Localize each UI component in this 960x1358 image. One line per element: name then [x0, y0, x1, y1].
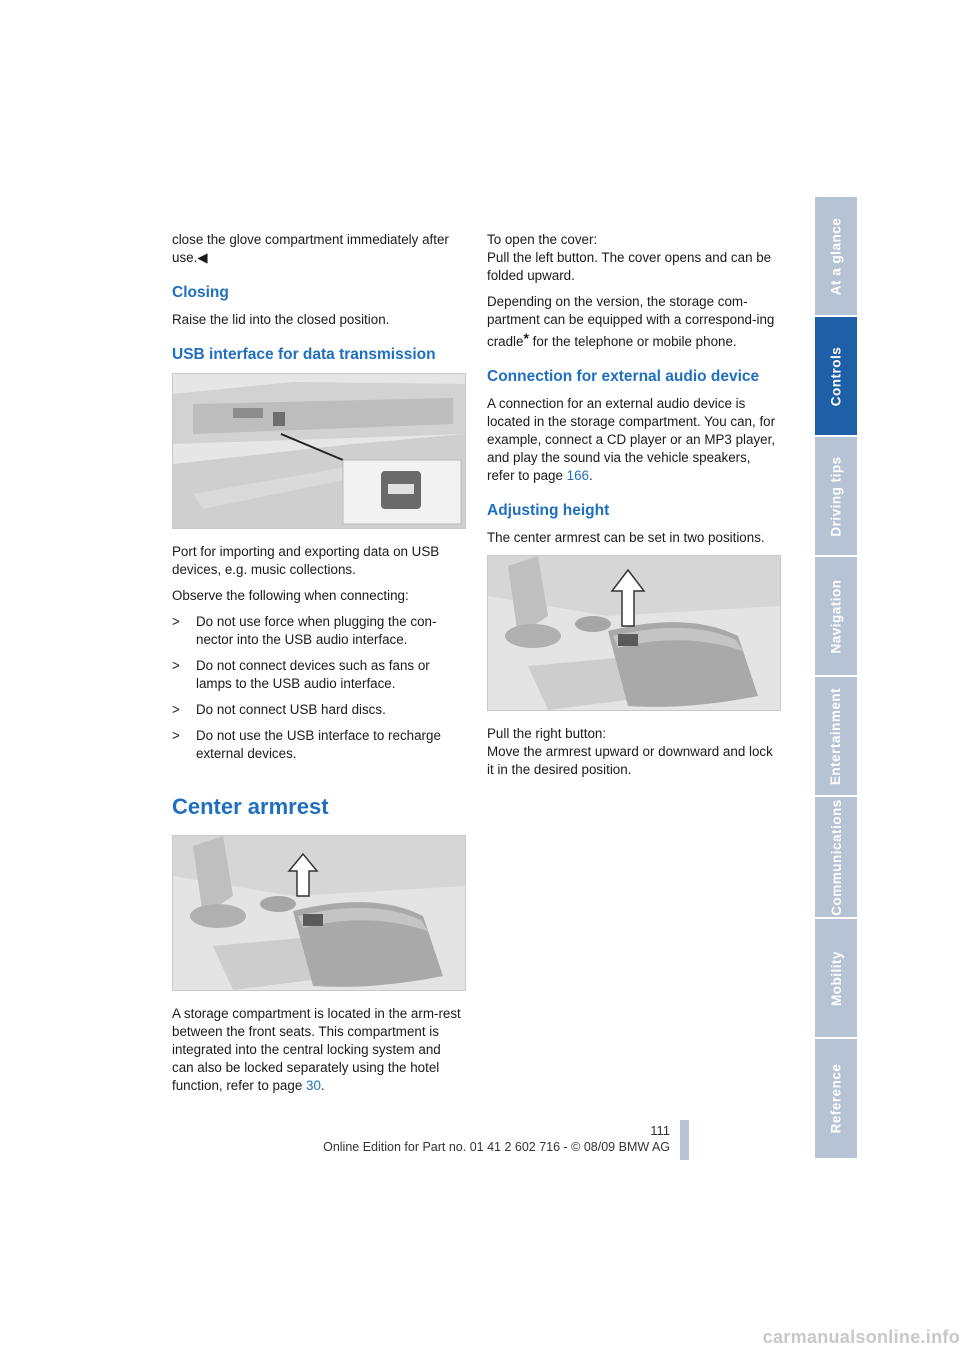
adjusting-height-text: The center armrest can be set in two positions.	[487, 530, 765, 545]
tab-mobility[interactable]: Mobility	[815, 919, 857, 1039]
list-item: > Do not use force when plugging the con-nector into the USB audio interface.	[172, 614, 437, 647]
center-armrest-heading: Center armrest	[172, 794, 329, 819]
list-item: > Do not use the USB interface to recharge external devices.	[172, 728, 441, 761]
tab-communications[interactable]: Communications	[815, 797, 857, 919]
tab-entertainment[interactable]: Entertainment	[815, 677, 857, 797]
usb-text-1: Port for importing and exporting data on USB devices, e.g. music collections.	[172, 544, 440, 577]
right-column	[487, 231, 779, 787]
optional-equipment-star: *	[523, 330, 529, 346]
tab-navigation[interactable]: Navigation	[815, 557, 857, 677]
open-cover-title: To open the cover:	[487, 232, 598, 247]
list-item: > Do not connect devices such as fans or lamps to the USB audio interface.	[172, 658, 430, 691]
adjusting-height-illustration	[487, 555, 781, 711]
intro-text: close the glove compartment immediately after use.◀	[172, 232, 449, 265]
closing-heading: Closing	[172, 284, 229, 301]
cradle-text: Depending on the version, the storage com-partment can be equipped with a correspond-ing cradle* for the telephone or mobile phone.	[487, 294, 775, 349]
usb-heading: USB interface for data transmission	[172, 346, 436, 363]
page-marker-bar	[680, 1120, 689, 1160]
bullet-marker: >	[172, 614, 180, 629]
pull-right-button-text	[487, 725, 779, 779]
section-sidebar	[815, 197, 857, 1160]
list-item: > Do not connect USB hard discs.	[172, 702, 386, 717]
page-number: 111	[650, 1123, 670, 1138]
left-column	[172, 231, 464, 1103]
tab-reference[interactable]: Reference	[815, 1039, 857, 1160]
instruction-text: Move the armrest upward or downward and lock it in the desired position.	[487, 744, 773, 777]
center-armrest-illustration	[172, 835, 466, 991]
tab-at-a-glance[interactable]: At a glance	[815, 197, 857, 317]
audio-text: A connection for an external audio device is located in the storage compartment. You can, for example, connect a CD player or an MP3 player, and play the sound via the vehicle speakers, refer to page 166.	[487, 396, 776, 483]
usb-bullet-list	[172, 613, 464, 763]
site-watermark: carmanualsonline.info	[762, 1327, 960, 1347]
audio-heading: Connection for external audio device	[487, 368, 760, 385]
bullet-marker: >	[172, 702, 180, 717]
armrest-text: A storage compartment is located in the arm-rest between the front seats. This compartment is integrated into the central locking system and can also be locked separately using the hotel function, refer to page 30.	[172, 1006, 461, 1093]
tab-driving-tips[interactable]: Driving tips	[815, 437, 857, 557]
closing-text: Raise the lid into the closed position.	[172, 312, 390, 327]
usb-text-2: Observe the following when connecting:	[172, 588, 409, 603]
bullet-marker: >	[172, 728, 180, 743]
tab-controls[interactable]: Controls	[815, 317, 857, 437]
open-cover-instruction: Pull the left button. The cover opens and can be folded upward.	[487, 250, 772, 283]
instruction-title: Pull the right button:	[487, 726, 607, 741]
page-link-166[interactable]: 166	[566, 468, 589, 483]
bullet-marker: >	[172, 658, 180, 673]
usb-interface-illustration	[172, 373, 466, 529]
edition-footer: Online Edition for Part no. 01 41 2 602 716 - © 08/09 BMW AG	[323, 1140, 670, 1154]
adjusting-height-heading: Adjusting height	[487, 502, 610, 519]
page-link-30[interactable]: 30	[306, 1078, 321, 1093]
open-cover-text	[487, 231, 779, 285]
